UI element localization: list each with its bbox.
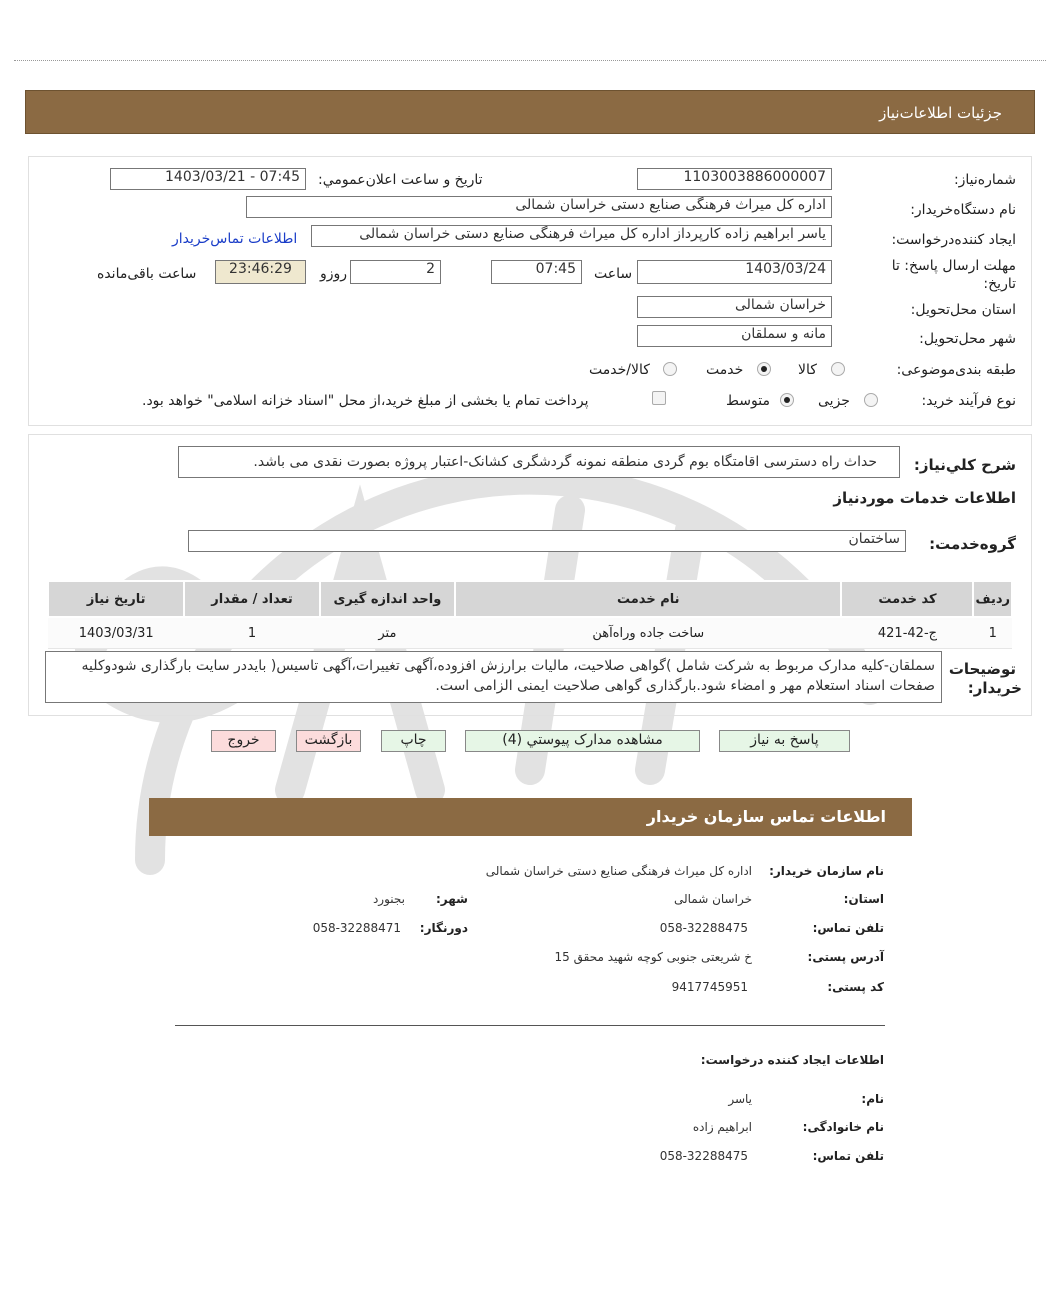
cell-qty: 1	[184, 617, 319, 649]
contact-postal: 9417745951	[671, 980, 748, 994]
respond-button[interactable]: پاسخ به نیاز	[719, 730, 850, 752]
cell-date: 1403/03/31	[48, 617, 184, 649]
process-radio-medium[interactable]	[780, 393, 794, 407]
buyer-contact-link[interactable]: اطلاعات تماس‌خریدار	[172, 231, 298, 247]
category-option-service: خدمت	[706, 362, 744, 378]
details-header-title: جزئیات اطلاعات‌نیاز	[879, 104, 1002, 122]
city-label: شهر محل‌تحویل:	[919, 331, 1016, 347]
services-table	[47, 580, 1013, 649]
creator-phone: 058-32288475	[659, 1149, 748, 1163]
remaining-timer: 23:46:29	[215, 260, 306, 284]
deadline-date-field: 1403/03/24	[637, 260, 832, 284]
creator-family-label: نام خانوادگی:	[802, 1120, 884, 1134]
contact-city-label: شهر:	[436, 892, 468, 906]
process-option-minor: جزیی	[818, 393, 850, 409]
deadline-time-field: 07:45	[491, 260, 582, 284]
exit-button[interactable]: خروج	[211, 730, 276, 752]
deadline-label-date: تاریخ:	[983, 276, 1016, 292]
contact-address: خ شریعتی جنوبی کوچه شهید محقق 15	[554, 950, 752, 964]
cell-row: 1	[973, 617, 1012, 649]
service-group-label: گروه‌خدمت:	[929, 535, 1016, 553]
creator-label: ایجاد کننده‌درخواست:	[891, 232, 1016, 248]
services-title: اطلاعات خدمات موردنیاز	[833, 489, 1016, 507]
contact-org: اداره کل میراث فرهنگی صنایع دستی خراسان شمالی	[485, 864, 752, 878]
creator-family: ابراهیم زاده	[692, 1120, 752, 1134]
deadline-time-label: ساعت	[594, 266, 633, 282]
notes-field: سملقان-کلیه مدارک مربوط به شرکت شامل )گواهی صلاحیت، مالیات برارزش افزوده،آگهی تغییرات،آگهی تاسیس( بایددر سایت بارگذاری شودوکلیه صفحات اسناد استعلام مهر و امضاء شود.بارگذاری گواهی صلاحیت ایمنی الزامی است.	[45, 651, 942, 703]
contact-province: خراسان شمالی	[673, 892, 752, 906]
col-qty: تعداد / مقدار	[184, 581, 319, 617]
buyer-org-field: اداره کل میراث فرهنگی صنایع دستی خراسان شمالی	[246, 196, 832, 218]
category-radio-goods[interactable]	[831, 362, 845, 376]
need-number-field: 1103003886000007	[637, 168, 832, 190]
payment-note: پرداخت تمام یا بخشی از مبلغ خرید،از محل "اسناد خزانه اسلامی" خواهد بود.	[142, 393, 589, 409]
contact-header-title: اطلاعات تماس سازمان خریدار	[646, 807, 886, 826]
creator-field: یاسر ابراهیم زاده کارپرداز اداره کل میراث فرهنگی صنایع دستی خراسان شمالی	[311, 225, 832, 247]
details-header	[25, 90, 1035, 134]
col-unit: واحد اندازه گیری	[320, 581, 455, 617]
category-option-goods: کالا	[798, 362, 817, 378]
notes-label-buyer: خریدار:	[967, 679, 1022, 697]
contact-fax: 058-32288471	[312, 921, 401, 935]
contact-phone-label: تلفن تماس:	[812, 921, 884, 935]
announce-label: تاریخ و ساعت اعلان‌عمومي:	[318, 172, 483, 188]
contact-address-label: آدرس پستی:	[807, 950, 884, 964]
contact-phone: 058-32288475	[659, 921, 748, 935]
category-radio-service[interactable]	[757, 362, 771, 376]
treasury-checkbox[interactable]	[652, 391, 666, 405]
buyer-org-label: نام دستگاه‌خریدار:	[910, 202, 1016, 218]
attachments-button[interactable]: مشاهده مدارک پیوستي (4)	[465, 730, 700, 752]
contact-org-label: نام سازمان خریدار:	[769, 864, 884, 878]
service-group-field: ساختمان	[188, 530, 906, 552]
process-radio-minor[interactable]	[864, 393, 878, 407]
province-label: استان محل‌تحویل:	[910, 302, 1016, 318]
category-label: طبقه بندی‌موضوعی:	[896, 362, 1016, 378]
top-divider	[14, 60, 1046, 61]
category-radio-goods-service[interactable]	[663, 362, 677, 376]
back-button[interactable]: بازگشت	[296, 730, 361, 752]
process-option-medium: متوسط	[726, 393, 770, 409]
contact-postal-label: کد پستی:	[827, 980, 884, 994]
cell-code: ج-42-421	[841, 617, 973, 649]
province-field: خراسان شمالی	[637, 296, 832, 318]
creator-info-title: اطلاعات ایجاد کننده درخواست:	[700, 1053, 884, 1067]
contact-province-label: استان:	[843, 892, 884, 906]
city-field: مانه و سملقان	[637, 325, 832, 347]
announce-field: 1403/03/21 - 07:45	[110, 168, 306, 190]
creator-phone-label: تلفن تماس:	[812, 1149, 884, 1163]
col-row: ردیف	[973, 581, 1012, 617]
cell-unit: متر	[320, 617, 455, 649]
print-button[interactable]: چاپ	[381, 730, 446, 752]
table-row	[48, 617, 1012, 649]
summary-label: شرح کلي‌نیاز:	[913, 456, 1016, 474]
contact-divider	[175, 1025, 885, 1026]
creator-name-label: نام:	[861, 1092, 884, 1106]
services-table-header	[48, 581, 1012, 617]
creator-name: یاسر	[728, 1092, 752, 1106]
col-code: کد خدمت	[841, 581, 973, 617]
col-name: نام خدمت	[455, 581, 841, 617]
cell-name: ساخت جاده وراه‌آهن	[455, 617, 841, 649]
days-field: 2	[350, 260, 441, 284]
process-label: نوع فرآیند خرید:	[921, 393, 1016, 409]
contact-fax-label: دورنگار:	[419, 921, 468, 935]
contact-header	[149, 798, 912, 836]
notes-label: توضیحات	[948, 660, 1016, 678]
category-option-goods-service: کالا/خدمت	[589, 362, 650, 378]
col-date: تاریخ نیاز	[48, 581, 184, 617]
days-label: روزو	[320, 266, 348, 282]
need-number-label: شماره‌نیاز:	[953, 172, 1016, 188]
deadline-label: مهلت ارسال پاسخ: تا	[891, 258, 1016, 274]
summary-field: حداث راه دسترسی اقامتگاه بوم گردی منطقه نمونه گردشگری کشانک-اعتبار پروژه بصورت نقدی می باشد.	[178, 446, 900, 478]
contact-city: بجنورد	[372, 892, 405, 906]
remaining-label: ساعت باقی‌مانده	[97, 266, 197, 282]
